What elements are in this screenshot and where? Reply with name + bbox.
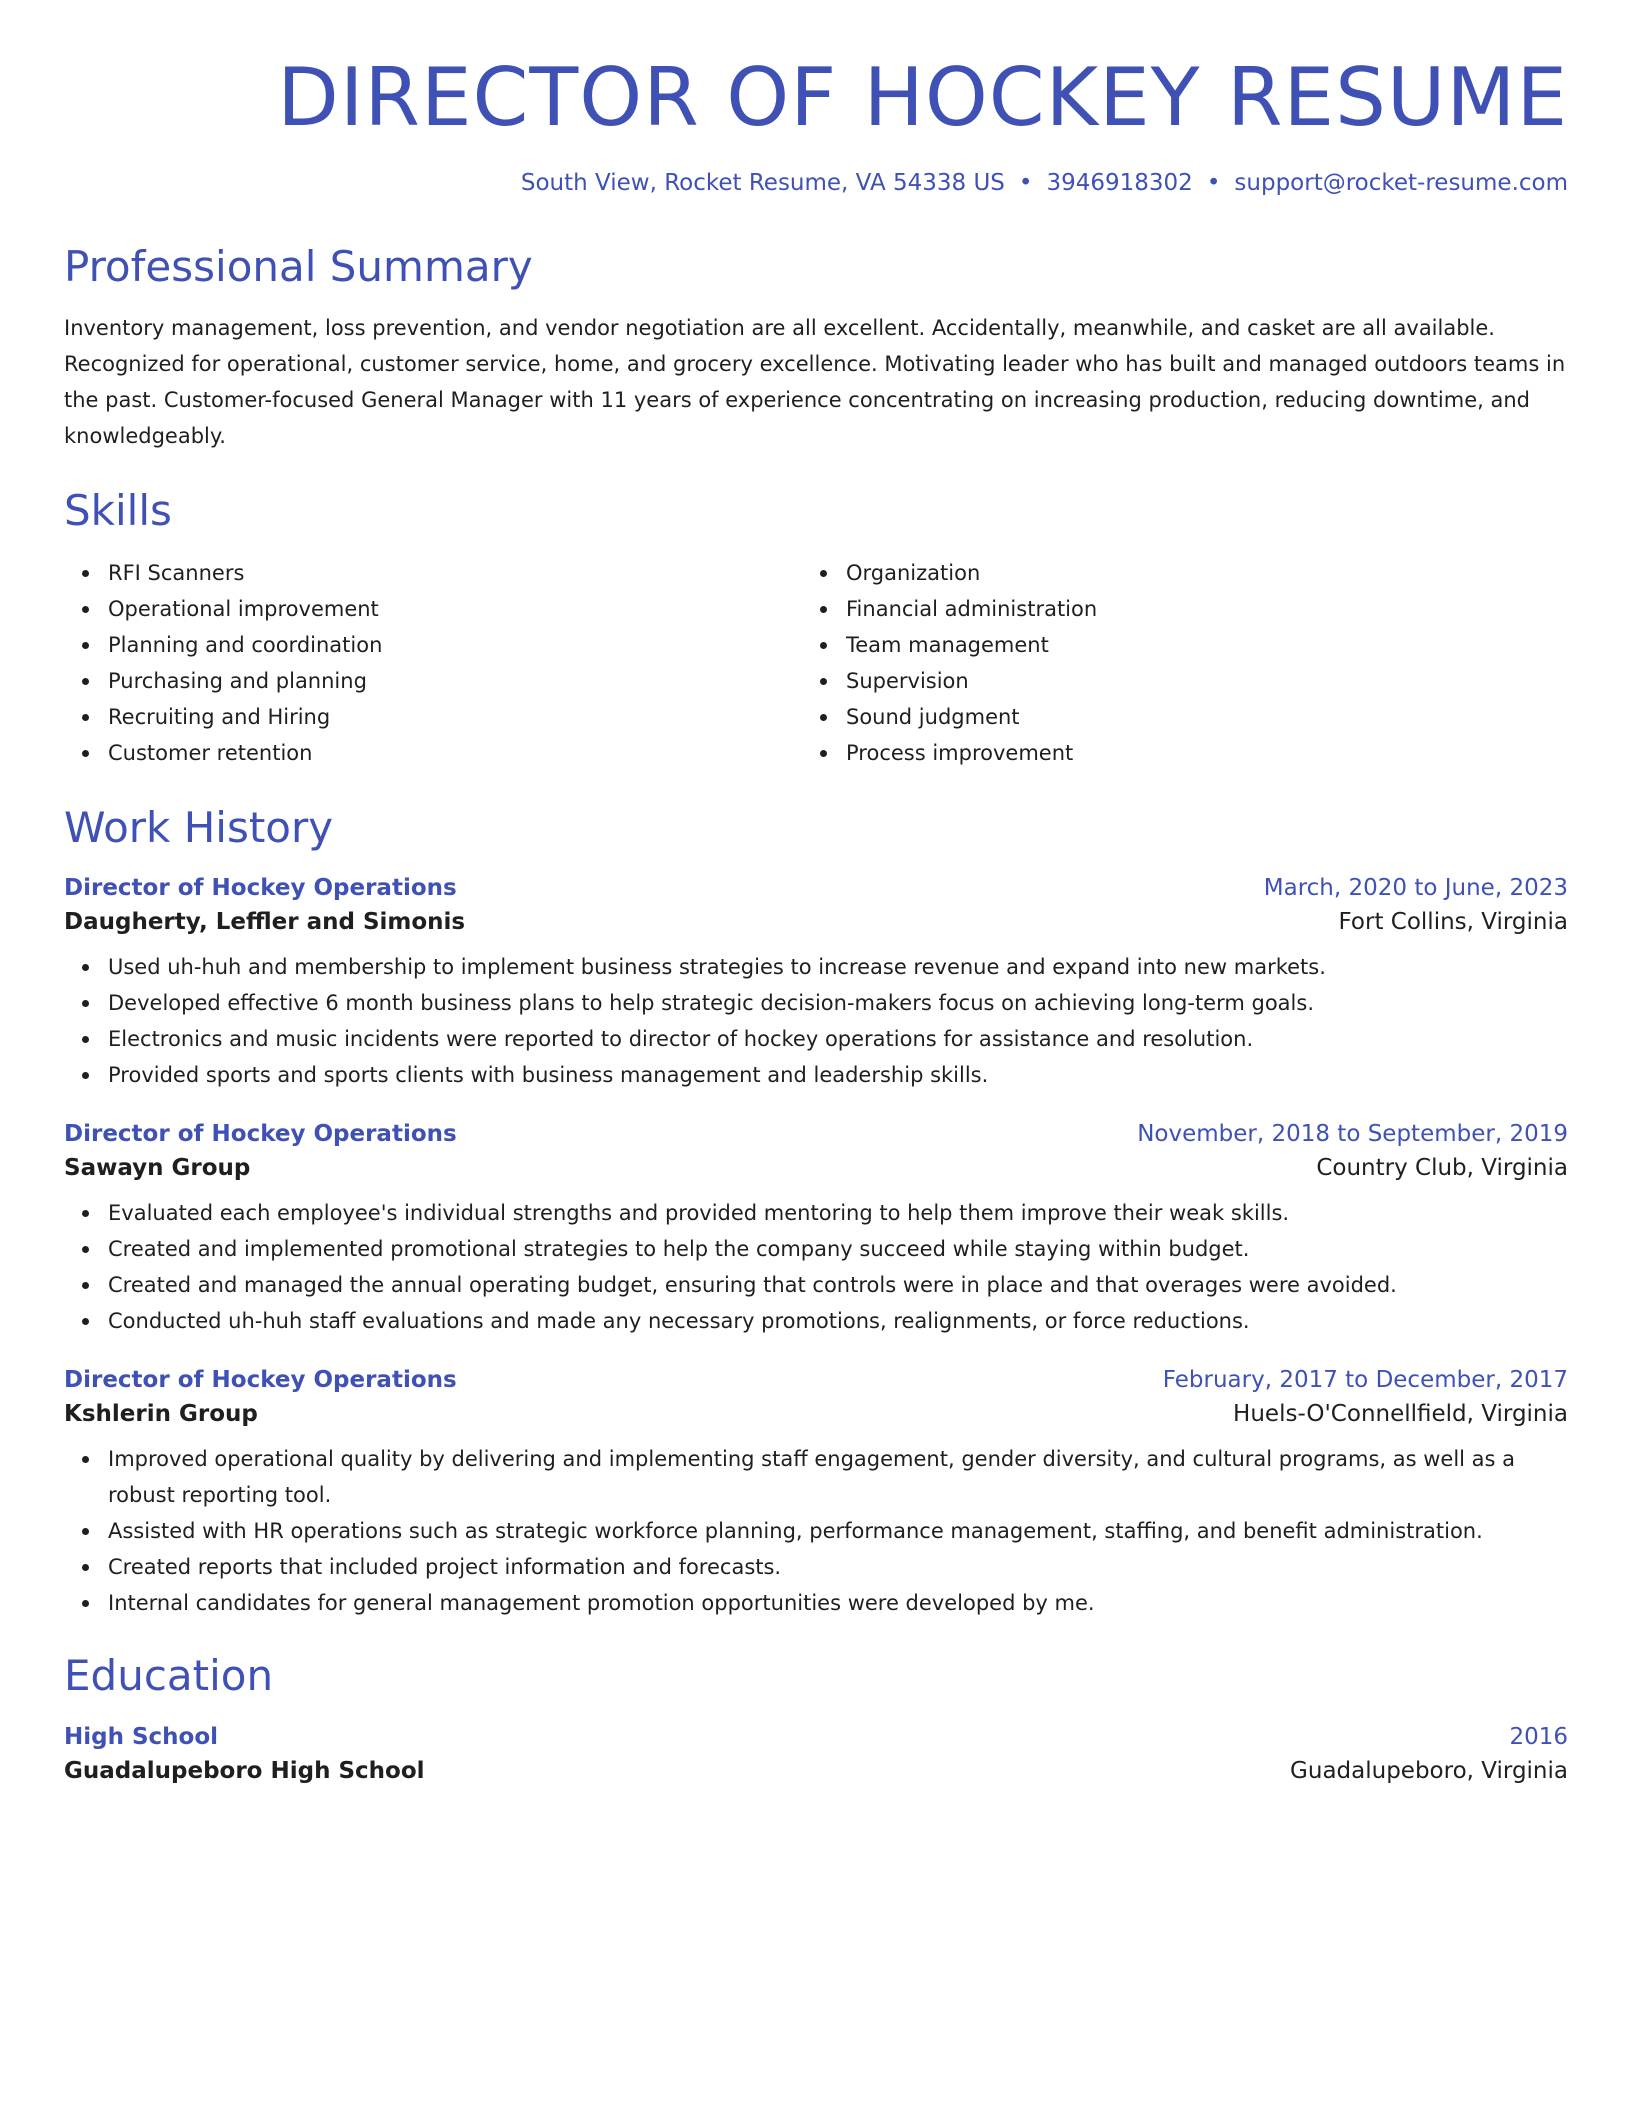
job-company-row bbox=[64, 909, 1568, 935]
job-bullet: Created and implemented promotional strategies to help the company succeed while staying within budget. bbox=[108, 1231, 1568, 1267]
work-history-heading: Work History bbox=[64, 802, 334, 852]
contact-address: South View, Rocket Resume, VA 54338 US bbox=[520, 170, 1005, 196]
contact-phone: 3946918302 bbox=[1046, 170, 1193, 196]
job-bullet: Created reports that included project information and forecasts. bbox=[108, 1549, 1568, 1585]
education-heading: Education bbox=[64, 1651, 274, 1701]
job-bullet: Electronics and music incidents were reported to director of hockey operations for assistance and resolution. bbox=[108, 1021, 1568, 1057]
skills-grid bbox=[64, 555, 1568, 771]
job-bullet: Internal candidates for general management promotion opportunities were developed by me. bbox=[108, 1585, 1568, 1621]
job-dates: March, 2020 to June, 2023 bbox=[1263, 875, 1568, 902]
job-company: Sawayn Group bbox=[64, 1155, 251, 1182]
job-bullet: Created and managed the annual operating budget, ensuring that controls were in place and that overages were avoided. bbox=[108, 1267, 1568, 1303]
contact-email: support@rocket-resume.com bbox=[1234, 170, 1568, 196]
job-company: Kshlerin Group bbox=[64, 1401, 258, 1428]
skill-item: Purchasing and planning bbox=[108, 663, 802, 699]
job-dates: November, 2018 to September, 2019 bbox=[1137, 1121, 1568, 1148]
job-bullet: Used uh-huh and membership to implement business strategies to increase revenue and expand into new markets. bbox=[108, 949, 1568, 985]
job-entry bbox=[64, 1367, 1568, 1621]
skill-item: Recruiting and Hiring bbox=[108, 699, 802, 735]
job-location: Country Club, Virginia bbox=[1316, 1155, 1568, 1182]
resume-title: DIRECTOR OF HOCKEY RESUME bbox=[277, 51, 1568, 144]
job-bullet: Provided sports and sports clients with business management and leadership skills. bbox=[108, 1057, 1568, 1093]
job-company-row bbox=[64, 1401, 1568, 1427]
job-title: Director of Hockey Operations bbox=[64, 1367, 457, 1394]
job-dates: February, 2017 to December, 2017 bbox=[1162, 1367, 1568, 1394]
skill-item: Supervision bbox=[846, 663, 1568, 699]
job-bullets bbox=[64, 1441, 1568, 1621]
skill-item: Planning and coordination bbox=[108, 627, 802, 663]
job-entry bbox=[64, 1121, 1568, 1339]
job-location: Huels-O'Connellfield, Virginia bbox=[1233, 1401, 1568, 1428]
job-bullets bbox=[64, 1195, 1568, 1339]
skills-heading: Skills bbox=[64, 486, 172, 536]
skills-list-left bbox=[64, 555, 802, 771]
job-header-row bbox=[64, 1121, 1568, 1147]
education-school-row bbox=[64, 1758, 1568, 1784]
skill-item: Team management bbox=[846, 627, 1568, 663]
job-company: Daugherty, Leffler and Simonis bbox=[64, 909, 466, 936]
job-entry bbox=[64, 875, 1568, 1093]
job-bullets bbox=[64, 949, 1568, 1093]
skill-item: Process improvement bbox=[846, 735, 1568, 771]
job-title: Director of Hockey Operations bbox=[64, 1121, 457, 1148]
job-bullet: Conducted uh-huh staff evaluations and made any necessary promotions, realignments, or force reductions. bbox=[108, 1303, 1568, 1339]
education-school: Guadalupeboro High School bbox=[64, 1757, 425, 1784]
education-entry bbox=[64, 1724, 1568, 1784]
job-bullet: Assisted with HR operations such as strategic workforce planning, performance management, staffing, and benefit administration. bbox=[108, 1513, 1568, 1549]
contact-separator: • bbox=[1206, 170, 1221, 196]
skill-item: Customer retention bbox=[108, 735, 802, 771]
education-header-row bbox=[64, 1724, 1568, 1750]
job-title: Director of Hockey Operations bbox=[64, 875, 457, 902]
summary-heading: Professional Summary bbox=[64, 242, 533, 291]
education-year: 2016 bbox=[1509, 1723, 1568, 1750]
skills-list-right bbox=[802, 555, 1568, 771]
contact-separator: • bbox=[1018, 170, 1033, 196]
skill-item: Financial administration bbox=[846, 591, 1568, 627]
job-bullet: Developed effective 6 month business plans to help strategic decision-makers focus on achieving long-term goals. bbox=[108, 985, 1568, 1021]
skill-item: RFI Scanners bbox=[108, 555, 802, 591]
job-location: Fort Collins, Virginia bbox=[1338, 909, 1568, 936]
skill-item: Organization bbox=[846, 555, 1568, 591]
job-header-row bbox=[64, 875, 1568, 901]
education-location: Guadalupeboro, Virginia bbox=[1290, 1757, 1568, 1784]
skill-item: Operational improvement bbox=[108, 591, 802, 627]
contact-line bbox=[64, 170, 1568, 196]
job-bullet: Improved operational quality by delivering and implementing staff engagement, gender diversity, and cultural programs, as well as a robust reporting tool. bbox=[108, 1441, 1568, 1513]
job-header-row bbox=[64, 1367, 1568, 1393]
summary-text: Inventory management, loss prevention, and vendor negotiation are all excellent. Accidentally, meanwhile, and casket are all available. Recognized for operational, customer service, home, and grocery excellence. Motivating leader who has built and managed outdoors teams in the past. Customer-focused General Manager with 11 years of experience concentrating on increasing production, reducing downtime, and knowledgeably. bbox=[64, 316, 1566, 449]
education-degree: High School bbox=[64, 1723, 219, 1750]
job-bullet: Evaluated each employee's individual strengths and provided mentoring to help them improve their weak skills. bbox=[108, 1195, 1568, 1231]
job-company-row bbox=[64, 1155, 1568, 1181]
skill-item: Sound judgment bbox=[846, 699, 1568, 735]
